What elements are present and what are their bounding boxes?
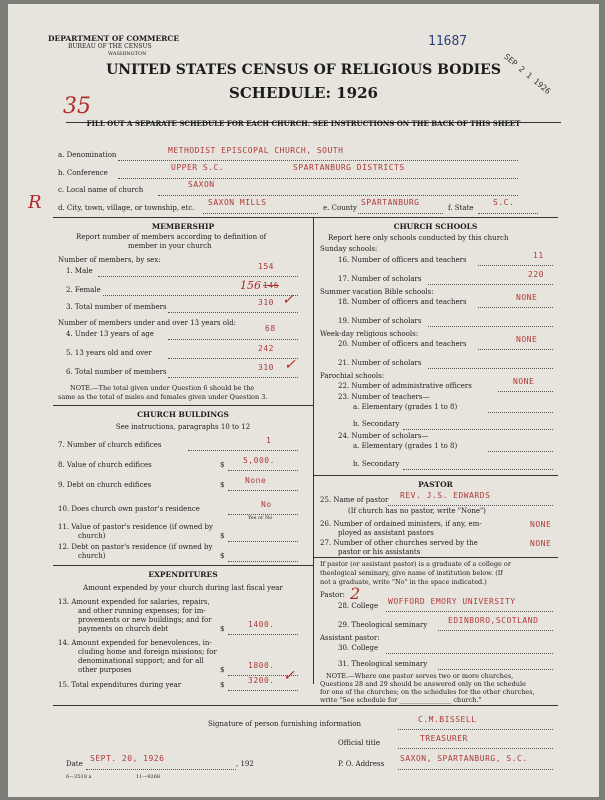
q17-label: 17. Number of scholars xyxy=(338,275,422,283)
q13-value: 1400. xyxy=(248,620,275,629)
q14-label: 14. Amount expended for benevolences, in- xyxy=(58,639,212,647)
date-year-suffix: , 192 xyxy=(236,760,254,768)
q8-label: 8. Value of church edifices xyxy=(58,461,152,469)
q4-label: 4. Under 13 years of age xyxy=(66,330,154,338)
q18-label: 18. Number of officers and teachers xyxy=(338,298,467,306)
q16-label: 16. Number of officers and teachers xyxy=(338,256,467,264)
instruction-line: FILL OUT A SEPARATE SCHEDULE FOR EACH CHURCH. SEE INSTRUCTIONS ON THE BACK OF THIS SHEET xyxy=(86,119,521,128)
q11-label-2: church) xyxy=(78,532,106,540)
pastor-instructions: If pastor (or assistant pastor) is a graduate of a college or xyxy=(320,560,511,568)
q13-label-2: and other running expenses; for im- xyxy=(78,607,206,615)
bureau: BUREAU OF THE CENSUS xyxy=(68,43,152,50)
q21-label: 21. Number of scholars xyxy=(338,359,422,367)
by-sex-label: Number of members, by sex: xyxy=(58,256,161,264)
county-label: e. County xyxy=(323,204,357,212)
q14-label-2: cluding home and foreign missions; for xyxy=(78,648,217,656)
schools-intro: Report here only schools conducted by this church xyxy=(328,234,509,242)
pastor-heading: PASTOR xyxy=(418,480,453,489)
q26-value: NONE xyxy=(530,520,552,529)
district-value: SPARTANBURG DISTRICTS xyxy=(293,163,405,172)
q2-handwritten-value: 156 xyxy=(240,279,261,292)
department: DEPARTMENT OF COMMERCE xyxy=(48,34,180,43)
check-mark: ✓ xyxy=(282,292,294,308)
q6-value: 310 xyxy=(258,363,274,372)
q3-label: 3. Total number of members xyxy=(66,303,167,311)
q15-label: 15. Total expenditures during year xyxy=(58,681,182,689)
q27-label: 27. Number of other churches served by the xyxy=(320,539,478,547)
q29-label: 29. Theological seminary xyxy=(338,621,428,629)
check-mark: ✓ xyxy=(283,668,295,684)
q11-label: 11. Value of pastor's residence (if owned by xyxy=(58,523,213,531)
q24-label: 24. Number of scholars— xyxy=(338,432,429,440)
q12-label: 12. Debt on pastor's residence (if owned by xyxy=(58,543,213,551)
q10-hint: Yes or No xyxy=(248,515,273,521)
q1-value: 154 xyxy=(258,262,274,271)
membership-intro-2: member in your church xyxy=(128,242,212,250)
check-mark: ✓ xyxy=(284,357,296,373)
membership-intro: Report number of members according to definition of xyxy=(76,233,267,241)
local-name-value: SAXON xyxy=(188,180,215,189)
weekday-label: Week-day religious schools: xyxy=(320,330,419,338)
q25-value: REV. J.S. EDWARDS xyxy=(400,491,491,500)
expenditures-heading: EXPENDITURES xyxy=(148,570,218,579)
dollar-sign: $ xyxy=(220,461,225,469)
membership-note-2: same as the total of males and females given under Question 3. xyxy=(58,393,268,401)
q10-label: 10. Does church own pastor's residence xyxy=(58,505,200,513)
q20-value: NONE xyxy=(516,335,538,344)
q5-value: 242 xyxy=(258,344,274,353)
pastor-note: NOTE.—Where one pastor serves two or more churches, xyxy=(326,672,514,680)
pastor-label: Pastor: xyxy=(320,591,345,599)
pastor-note-3: for one of the churches; on the schedules for the other churches, xyxy=(320,688,535,696)
q27-label-2: pastor or his assistants xyxy=(338,548,421,556)
denomination-value: METHODIST EPISCOPAL CHURCH, SOUTH xyxy=(168,146,344,155)
official-title-label: Official title xyxy=(338,739,380,747)
q28-label: 28. College xyxy=(338,602,379,610)
handwritten-mark: R xyxy=(28,192,42,213)
pastor-note-2: Questions 28 and 29 should be answered only on the schedule xyxy=(320,680,526,688)
po-address-value: SAXON, SPARTANBURG, S.C. xyxy=(400,754,528,763)
q30-label: 30. College xyxy=(338,644,379,652)
q12-label-2: church) xyxy=(78,552,106,560)
q20-label: 20. Number of officers and teachers xyxy=(338,340,467,348)
q29-value: EDINBORO,SCOTLAND xyxy=(448,616,539,625)
membership-heading: MEMBERSHIP xyxy=(151,222,215,231)
q14-label-3: denominational support; and for all xyxy=(78,657,204,665)
q2-struck-value: 146 xyxy=(263,281,279,290)
q24a-label: a. Elementary (grades 1 to 8) xyxy=(353,442,458,450)
q13-label-4: payments on church debt xyxy=(78,625,169,633)
schedule-title: SCHEDULE: 1926 xyxy=(229,84,378,102)
dollar-sign: $ xyxy=(220,681,225,689)
pastor-note-4: write "See schedule for ________________ church." xyxy=(320,696,482,704)
received-stamp: SEP 2 1 1926 xyxy=(502,52,553,97)
q28-value: WOFFORD EMORY UNIVERSITY xyxy=(388,597,516,606)
serial-number: 11687 xyxy=(428,34,468,49)
conference-value: UPPER S.C. xyxy=(171,163,225,172)
q31-label: 31. Theological seminary xyxy=(338,660,428,668)
signature-value: C.M.BISSELL xyxy=(418,715,477,724)
handwritten-mark-2: 2 xyxy=(350,584,361,603)
sunday-label: Sunday schools: xyxy=(320,245,378,253)
state-label: f. State xyxy=(448,204,474,212)
q9-label: 9. Debt on church edifices xyxy=(58,481,152,489)
pastor-instructions-3: not a graduate, write "No" in the space indicated.) xyxy=(320,578,487,586)
city: WASHINGTON xyxy=(108,51,147,57)
date-label: Date xyxy=(66,760,83,768)
q27-value: NONE xyxy=(530,539,552,548)
q10-value: No xyxy=(261,500,272,509)
q26-label-2: ployed as assistant pastors xyxy=(338,529,434,537)
q25-label: 25. Name of pastor xyxy=(320,496,389,504)
dollar-sign: $ xyxy=(220,481,225,489)
q22-label: 22. Number of administrative officers xyxy=(338,382,472,390)
q23-label: 23. Number of teachers— xyxy=(338,393,430,401)
q7-value: 1 xyxy=(266,436,272,445)
form-title: UNITED STATES CENSUS OF RELIGIOUS BODIES xyxy=(106,62,501,78)
official-title-value: TREASURER xyxy=(420,734,468,743)
form-number: 6—3518 a xyxy=(66,774,92,780)
q13-label: 13. Amount expended for salaries, repairs, xyxy=(58,598,210,606)
state-value: S.C. xyxy=(493,198,515,207)
q25-note: (If church has no pastor, write "None") xyxy=(348,507,486,515)
buildings-heading: CHURCH BUILDINGS xyxy=(137,410,229,419)
handwritten-number: 35 xyxy=(63,94,91,119)
q5-label: 5. 13 years old and over xyxy=(66,349,152,357)
q2-label: 2. Female xyxy=(66,286,101,294)
expenditures-sub: Amount expended by your church during last fiscal year xyxy=(83,584,283,592)
q23a-label: a. Elementary (grades 1 to 8) xyxy=(353,403,458,411)
q23b-label: b. Secondary xyxy=(353,420,400,428)
q19-label: 19. Number of scholars xyxy=(338,317,422,325)
membership-note: NOTE.—The total given under Question 6 should be the xyxy=(70,384,255,392)
q26-label: 26. Number of ordained ministers, if any, em- xyxy=(320,520,482,528)
signature-label: Signature of person furnishing information xyxy=(208,720,362,728)
q18-value: NONE xyxy=(516,293,538,302)
city-label: d. City, town, village, or township, etc. xyxy=(58,204,195,212)
q4-value: 68 xyxy=(265,324,276,333)
pastor-instructions-2: theological seminary, give name of institution below. (If xyxy=(320,569,503,577)
county-value: SPARTANBURG xyxy=(361,198,420,207)
q13-label-3: provements or new buildings; and for xyxy=(78,616,212,624)
q15-value: 3200. xyxy=(248,676,275,685)
print-number: 11—9268 xyxy=(136,774,161,780)
date-value: SEPT. 20, 1926 xyxy=(90,754,165,763)
city-value: SAXON MILLS xyxy=(208,198,267,207)
dollar-sign: $ xyxy=(220,625,225,633)
dollar-sign: $ xyxy=(220,552,225,560)
q17-value: 220 xyxy=(528,270,544,279)
parochial-label: Parochial schools: xyxy=(320,372,385,380)
q24b-label: b. Secondary xyxy=(353,460,400,468)
q14-label-4: other purposes xyxy=(78,666,132,674)
census-form xyxy=(8,4,599,797)
q14-value: 1800. xyxy=(248,661,275,670)
q16-value: 11 xyxy=(533,251,544,260)
by-age-label: Number of members under and over 13 years old: xyxy=(58,319,237,327)
buildings-sub: See instructions, paragraphs 10 to 12 xyxy=(115,423,251,431)
q7-label: 7. Number of church edifices xyxy=(58,441,162,449)
dollar-sign: $ xyxy=(220,666,225,674)
q3-value: 310 xyxy=(258,298,274,307)
local-name-label: c. Local name of church xyxy=(58,186,144,194)
q6-label: 6. Total number of members xyxy=(66,368,167,376)
q22-value: NONE xyxy=(513,377,535,386)
q1-label: 1. Male xyxy=(66,267,93,275)
assistant-pastor-label: Assistant pastor: xyxy=(320,634,380,642)
po-address-label: P. O. Address xyxy=(338,760,385,768)
denomination-label: a. Denomination xyxy=(58,151,117,159)
summer-label: Summer vacation Bible schools: xyxy=(320,288,434,296)
q8-value: 5,000. xyxy=(243,456,275,465)
dollar-sign: $ xyxy=(220,532,225,540)
conference-label: b. Conference xyxy=(58,169,108,177)
schools-heading: CHURCH SCHOOLS xyxy=(393,222,478,231)
q9-value: None xyxy=(245,476,267,485)
